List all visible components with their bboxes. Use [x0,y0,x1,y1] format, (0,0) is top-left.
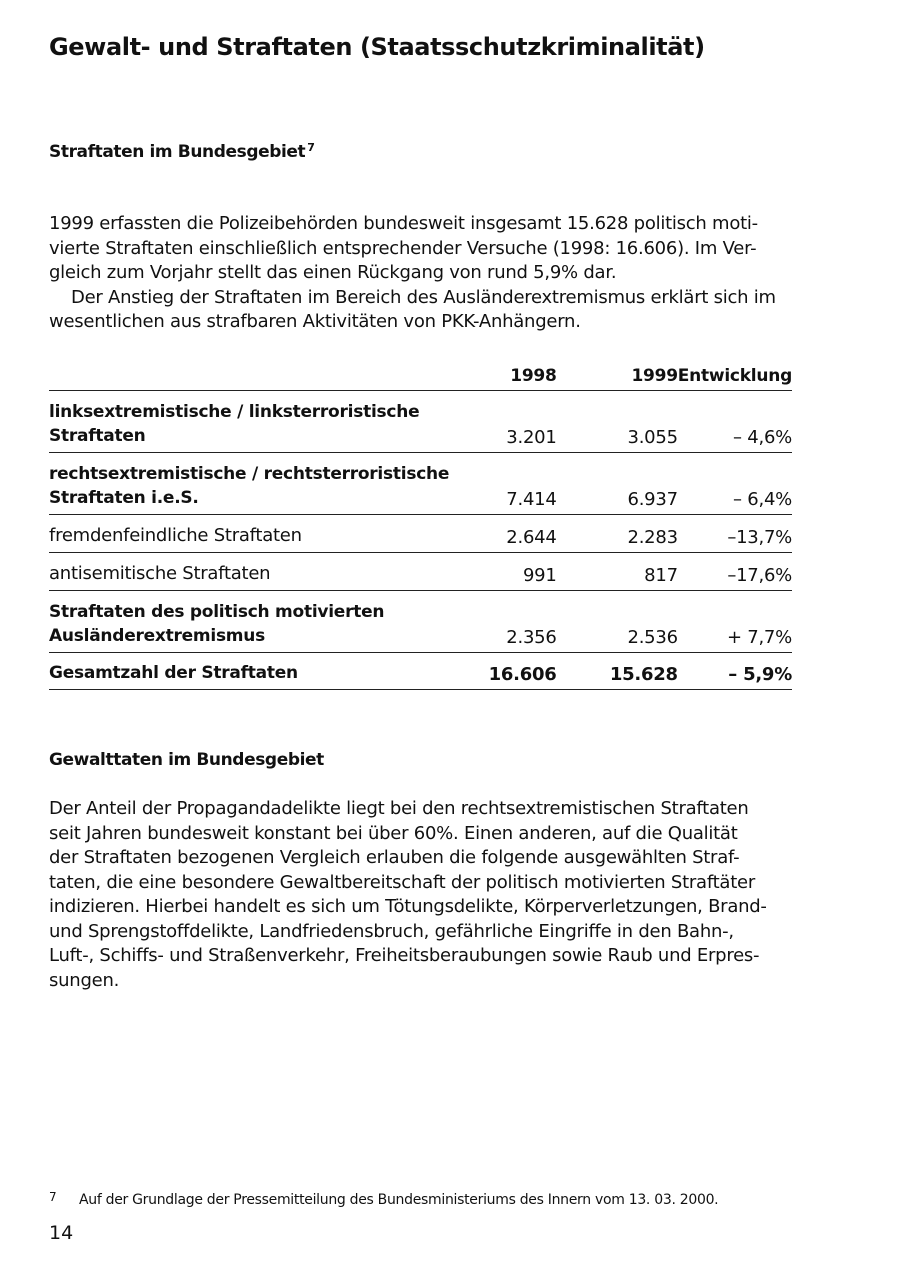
row-label-line: Straftaten des politisch motivierten [49,602,385,622]
value-development: –13,7% [678,515,792,553]
value-1998: 991 [449,553,556,591]
paragraph-line: 1999 erfassten die Polizeibehörden bundesweit insgesamt 15.628 politisch moti- [49,213,758,234]
row-label-line: Straftaten i.e.S. [49,488,199,508]
value-1998: 3.201 [449,391,556,453]
row-label-line: rechtsextremistische / rechtsterroristische [49,464,450,484]
paragraph-line: der Straftaten bezogenen Vergleich erlauben die folgende ausgewählten Straf- [49,847,740,868]
intro-paragraph [49,212,794,335]
table-row [49,515,792,553]
footnote [49,1190,718,1208]
row-label-line: Straftaten [49,426,146,446]
footnote-mark: 7 [49,1190,57,1204]
paragraph-line: Luft-, Schiffs- und Straßenverkehr, Freiheitsberaubungen sowie Raub und Erpres- [49,945,760,966]
table-total-row [49,653,792,690]
value-1999: 3.055 [557,391,678,453]
value-1999: 817 [557,553,678,591]
value-1999: 6.937 [557,453,678,515]
total-1999: 15.628 [557,653,678,690]
value-development: –17,6% [678,553,792,591]
page-number: 14 [49,1222,74,1244]
paragraph-line: Der Anstieg der Straftaten im Bereich des Ausländerextremismus erklärt sich im [71,286,776,308]
value-1999: 2.283 [557,515,678,553]
row-label: fremdenfeindliche Straftaten [49,515,449,553]
row-label [49,391,449,453]
paragraph-line: gleich zum Vorjahr stellt das einen Rückgang von rund 5,9% dar. [49,262,617,283]
value-development: – 4,6% [678,391,792,453]
header-development: Entwicklung [678,358,792,391]
table-row [49,553,792,591]
value-1999: 2.536 [557,591,678,653]
value-1998: 7.414 [449,453,556,515]
paragraph-line: vierte Straftaten einschließlich entsprechender Versuche (1998: 16.606). Im Ver- [49,237,757,259]
total-label: Gesamtzahl der Straftaten [49,653,449,690]
value-development: – 6,4% [678,453,792,515]
value-development: + 7,7% [678,591,792,653]
page-title: Gewalt- und Straftaten (Staatsschutzkriminalität) [49,33,705,61]
value-1998: 2.644 [449,515,556,553]
paragraph-line: seit Jahren bundesweit konstant bei über 60%. Einen anderen, auf die Qualität [49,822,738,844]
footnote-text: Auf der Grundlage der Pressemitteilung des Bundesministeriums des Innern vom 13. 03. 2000. [79,1192,719,1208]
table-header-row [49,358,792,391]
row-label-line: Ausländerextremismus [49,626,265,646]
value-1998: 2.356 [449,591,556,653]
row-label [49,591,449,653]
paragraph-line: taten, die eine besondere Gewaltbereitschaft der politisch motivierten Straftäter [49,871,755,893]
total-development: – 5,9% [678,653,792,690]
paragraph-line: Der Anteil der Propagandadelikte liegt bei den rechtsextremistischen Straftaten [49,798,749,819]
paragraph-line: wesentlichen aus strafbaren Aktivitäten von PKK-Anhängern. [49,311,581,332]
table-row [49,453,792,515]
header-label [49,358,449,391]
table-row [49,391,792,453]
row-label: antisemitische Straftaten [49,553,449,591]
section-heading-straftaten [49,141,315,162]
section-heading-text: Straftaten im Bundesgebiet [49,142,306,162]
section-heading-gewalttaten: Gewalttaten im Bundesgebiet [49,750,324,770]
paragraph-line: indizieren. Hierbei handelt es sich um Tötungsdelikte, Körperverletzungen, Brand- [49,896,767,917]
footnote-reference: 7 [307,141,315,154]
header-1998: 1998 [449,358,556,391]
total-1998: 16.606 [449,653,556,690]
header-1999: 1999 [557,358,678,391]
violence-paragraph [49,797,794,993]
paragraph-line: sungen. [49,969,120,991]
row-label-line: linksextremistische / linksterroristische [49,402,420,422]
table-row [49,591,792,653]
row-label [49,453,449,515]
crime-statistics-table [49,358,792,690]
paragraph-line: und Sprengstoffdelikte, Landfriedensbruch, gefährliche Eingriffe in den Bahn-, [49,920,734,942]
